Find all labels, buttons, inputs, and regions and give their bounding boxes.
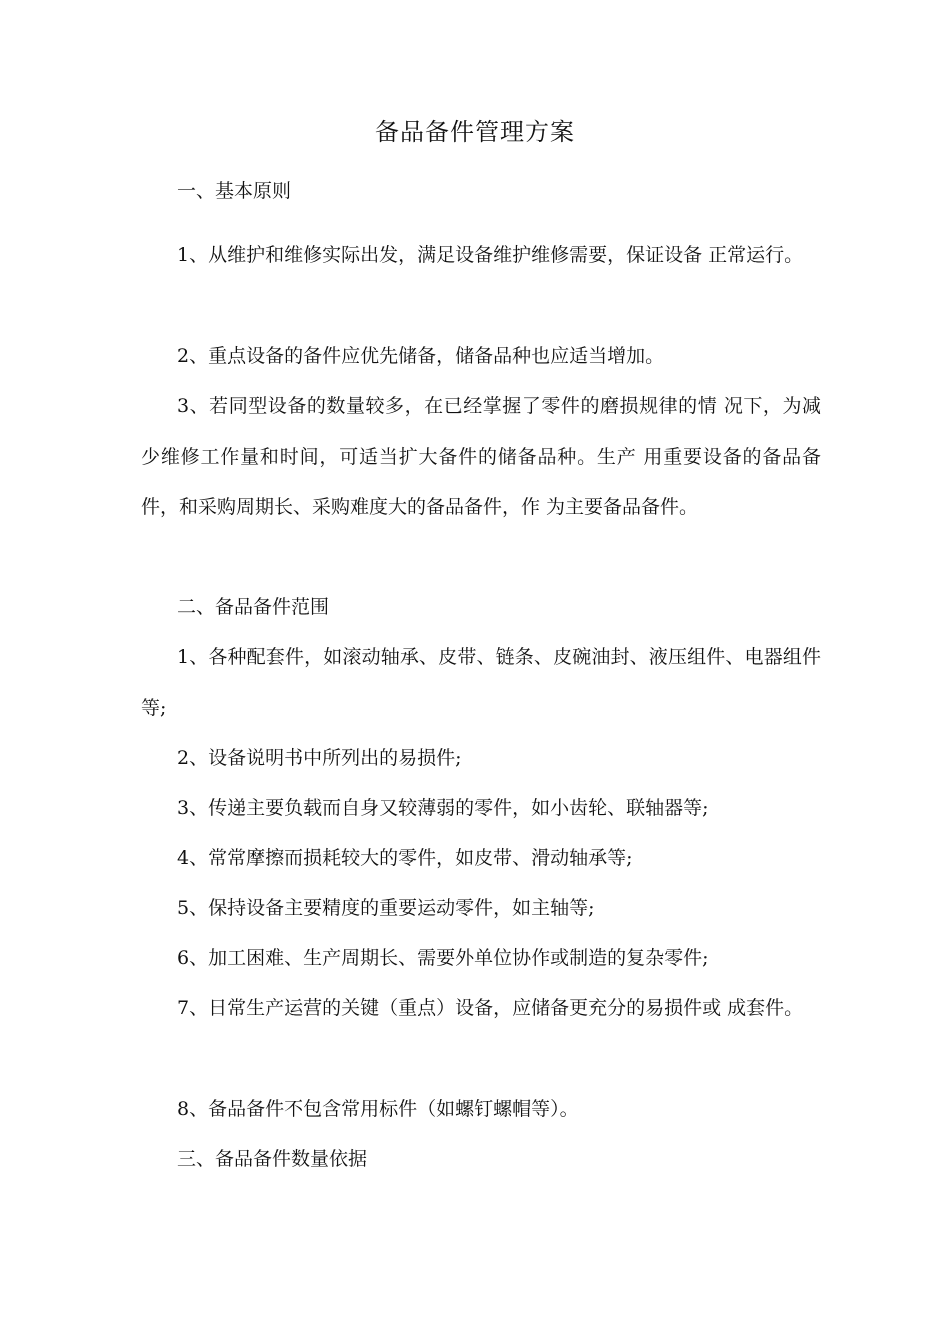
paragraph-scope-7: 7、日常生产运营的关键（重点）设备，应储备更充分的易损件或 成套件。 <box>177 997 804 1019</box>
document-title: 备品备件管理方案 <box>375 118 575 146</box>
paragraph-principle-1: 1、从维护和维修实际出发，满足设备维护维修需要，保证设备 正常运行。 <box>177 244 804 266</box>
paragraph-scope-2: 2、设备说明书中所列出的易损件; <box>177 747 462 769</box>
paragraph-scope-8: 8、备品备件不包含常用标件（如螺钉螺帽等）。 <box>177 1098 579 1120</box>
paragraph-principle-3: 3、若同型设备的数量较多，在已经掌握了零件的磨损规律的情 况下，为减少维修工作量和时间，可适当扩大备件的储备品种。生产 用重要设备的备品备件，和采购周期长、采购难度大的备品备件，作 为主要备品备件。 <box>141 395 821 518</box>
paragraph-scope-4: 4、常常摩擦而损耗较大的零件，如皮带、滑动轴承等; <box>177 847 633 869</box>
heading-spare-parts-scope: 二、备品备件范围 <box>177 596 330 618</box>
heading-quantity-basis: 三、备品备件数量依据 <box>177 1148 368 1170</box>
paragraph-principle-2: 2、重点设备的备件应优先储备，储备品种也应适当增加。 <box>177 345 665 367</box>
paragraph-scope-5: 5、保持设备主要精度的重要运动零件，如主轴等; <box>177 897 595 919</box>
paragraph-scope-3: 3、传递主要负载而自身又较薄弱的零件，如小齿轮、联轴器等; <box>177 797 709 819</box>
paragraph-scope-6: 6、加工困难、生产周期长、需要外单位协作或制造的复杂零件; <box>177 947 709 969</box>
heading-basic-principles: 一、基本原则 <box>177 180 292 202</box>
paragraph-scope-1: 1、各种配套件，如滚动轴承、皮带、链条、皮碗油封、液压组件、电器组件等; <box>141 646 821 719</box>
